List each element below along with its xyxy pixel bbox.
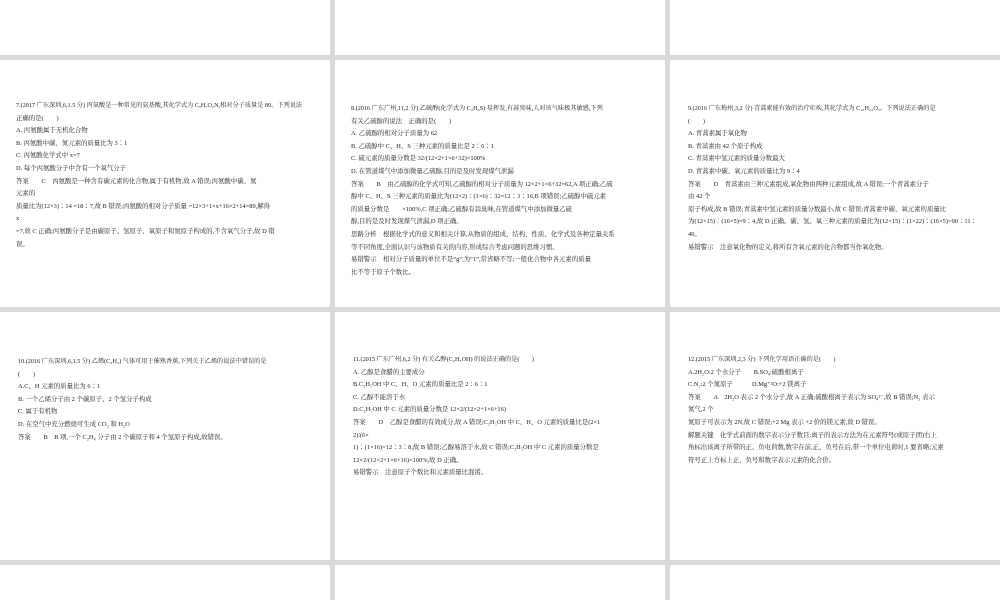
page-thumb-question-7[interactable] [0,60,330,307]
option-c: C. 乙醇不能溶于水 [353,393,406,401]
option-a: A. 乙硫醇的相对分子质量为 62 [351,130,438,138]
option-b: B. 一个乙烯分子由 2 个碳原子、2 个氢分子构成 [18,395,152,403]
page-content [0,312,330,560]
question-stem-cont: 有关乙硫醇的说法 正确的是( ) [351,117,452,125]
option-c: C. 属于有机物 [18,408,58,416]
answer-line: 质量比为(12×3)∶14 =18∶7,故 B 错误;丙氨酸的相对分子质量 =12×3+1×x+16×2+14=89,解得 [16,202,271,210]
key-line: 角标出该离子所带的正、负电荷数,数字在前,正、负号在后,带一个单位电荷时,1 要省略;元素 [688,444,944,452]
question-stem: 9.(2016 广东梅州,3,2 分) 青蒿素能有效的治疗疟疾,其化学式为 C₁₅H₂₂O₅。下列说法正确的是 [688,105,936,112]
option-a: A. 青蒿素属于氧化物 [688,130,747,138]
option-c: C. 硫元素的质量分数是 32/(12×2+1×6+32)×100% [351,155,486,163]
answer-line: 为(12×15)∶(16×5)=9∶4,故 D 正确。碳、氢、氧三种元素的质量比为(12×15)∶(1×22)∶(16×5)=90∶11∶ [688,218,977,226]
analysis-line: 思路分析 根据化学式的意义和相关计算,从物质的组成、结构、性质、化学式及各种定量关系 [351,230,615,238]
answer-line: 醇中 C、H、S 三种元素的质量比为(12×2)∶(1×6)∶32=12∶3∶16,B 项错误;乙硫醇中硫元素 [351,193,607,201]
page-thumb-bottom-left[interactable] [0,565,330,600]
answer-line: 原子构成,故 B 错误;青蒿素中氢元素的质量分数最小,故 C 错误;青蒿素中碳、氧元素的质量比 [688,205,947,213]
answer-line: 答案 D 乙醇是食醋的有效成分,故 A 错误;C₂H₅OH 中 C、H、O 元素的质量比是(2×1 [353,418,601,426]
option-c: C. 青蒿素中氢元素的质量分数最大 [688,155,785,163]
option-d: D. 青蒿素中碳、氧元素的质量比为 9∶4 [688,167,800,175]
option-a: A. 丙氨酸属于无机化合物 [16,127,88,135]
option-b: B. 丙氨酸中碳、氮元素的质量比为 3∶1 [16,139,128,147]
question-stem: 12.(2015 广东深圳,2,3 分) 下列化学用语正确的是( ) [688,356,836,363]
page-thumb-top-middle[interactable] [335,0,665,55]
page-thumb-top-right[interactable] [670,0,1000,55]
option-b: B.C₂H₅OH 中 C、H、O 元素的质量比是 2∶6∶1 [353,381,488,389]
options-ab: A.2H₂O:2 个水分子 B.SO₄:硫酸根离子 [688,368,804,376]
question-stem-cont: ( ) [688,117,706,125]
answer-line: 的质量分数是 ×100%,C 项正确;乙硫醇有蒜臭味,在管道煤气中添加微量乙硫 [351,205,573,213]
key-line: 符号正上方标上正、负号和数字表示元素的化合价。 [688,456,835,464]
option-d: D. 每个丙氨酸分子中含有一个氧气分子 [16,164,127,172]
answer-line: 答案 B B 项,一个 C₂H₄ 分子由 2 个碳原子和 4 个氢原子构成,故错误。 [18,433,227,441]
page-content [335,312,665,560]
answer-line: 误。 [16,240,29,248]
option-d: D.C₂H₅OH 中 C 元素的质量分数是 12×2/(12×2+1×6+16) [353,406,506,414]
page-thumb-question-8[interactable] [335,60,665,307]
question-stem: 8.(2016 广东广州,11,2 分) 乙硫醇(化学式为 C₂H₆S) 易挥发,有蒜臭味,人对该气味极其敏感,下列 [351,105,603,112]
answer-line: 醇,目的是及时发现煤气泄漏,D 项正确。 [351,218,463,226]
warning-line: 易错警示 注意氧化物的定义,将所有含氧元素的化合物都当作氧化物。 [688,243,888,251]
question-stem: 11.(2015 广东广州,6,2 分) 有关乙醇(C₂H₅OH) 的说法正确的是( ) [353,356,534,363]
question-stem: 10.(2016 广东深圳,6,1.5 分) 乙烯(C₂H₄) 气体可用于催熟香蕉,下列关于乙烯的说法中错误的是 [18,358,267,365]
option-b: B. 乙硫醇中 C、H、S 三种元素的质量比是 2∶6∶1 [351,142,494,150]
page-content [670,312,1000,560]
option-d: D. 在空气中充分燃烧可生成 CO₂ 和 H₂O [18,420,130,428]
page-thumb-question-11[interactable] [335,312,665,560]
option-d: D. 在管道煤气中添加微量乙硫醇,目的是及时发现煤气泄漏 [351,167,514,175]
answer-line: 元素的 [16,190,36,198]
page-thumb-question-10[interactable] [0,312,330,560]
answer-line: =7,故 C 正确;丙氨酸分子是由碳原子、氢原子、氧原子和氮原子构成的,不含氧气分子,故 D 错 [16,227,275,235]
option-a: A.C、H 元素的质量比为 6∶1 [18,383,101,391]
warning-line: 易错警示 注意原子个数比和元素质量比混淆。 [353,469,488,477]
warning-line: 比不等于原子个数比。 [351,268,415,276]
answer-line: x [16,215,20,223]
option-b: B. 青蒿素由 42 个原子构成 [688,142,763,150]
answer-line: 2)∶(6× [353,431,369,439]
answer-line: 40。 [688,230,701,238]
options-cd: C.N₂:2 个氮原子 D.Mg⁺²O:+2 镁离子 [688,381,807,389]
answer-line: 答案 B 由乙硫醇的化学式可知,乙硫醇的相对分子质量为 12×2+1×6+32=62,A 项正确;乙硫 [351,180,613,188]
question-stem: 7.(2017 广东深圳,6,1.5 分) 丙氨酸是一种常见的氨基酸,其化学式为 CₓH₇O₂N,相对分子质量是 89。下列说法 [16,102,303,109]
answer-line: 1)∶(1×16)=12∶3∶8,故 B 错误;乙醇易溶于水,故 C 错误;C₂H₅OH 中 C 元素的质量分数是 [353,444,599,452]
question-stem-cont: 正确的是( ) [16,114,59,122]
key-line: 解题关键 化学式前面的数字表示分子数目;离子的表示方法为在元素符号(或原子团)右上 [688,431,937,439]
page-thumb-question-9[interactable] [670,60,1000,307]
page-content [670,60,1000,307]
page-thumb-bottom-middle[interactable] [335,565,665,600]
question-stem-cont: ( ) [18,370,36,378]
answer-line: 答案 A 2H₂O 表示 2 个水分子,故 A 正确;硫酸根离子表示为 SO₄²⁻,故 B 错误;N₂ 表示 [688,393,935,401]
answer-line: 答案 C 丙氨酸是一种含有碳元素的化合物,属于有机物,故 A 错误;丙氨酸中碳、氮 [16,177,257,185]
page-thumb-top-left[interactable] [0,0,330,55]
page-thumb-question-12[interactable] [670,312,1000,560]
option-c: C. 丙氨酸化学式中 x=7 [16,152,80,160]
answer-line: 答案 D 青蒿素由三种元素组成,氧化物由两种元素组成,故 A 错误;一个青蒿素分子 [688,180,929,188]
answer-line: 氮气,2 个 [688,406,714,414]
page-thumb-bottom-right[interactable] [670,565,1000,600]
page-content [335,60,665,307]
answer-line: 氮原子可表示为 2N,故 C 错误;+2 Mg 表示 +2 价的镁元素,故 D 错误。 [688,418,881,426]
answer-line: 由 42 个 [688,193,711,201]
page-content [0,60,330,307]
answer-line: 12×2/(12×2+1×6+16)×100%,故 D 正确。 [353,456,463,464]
analysis-line: 等不同角度,全面认识与该物质有关的内容,形成综合考虑问题的思维习惯。 [351,243,559,251]
option-a: A. 乙醇是食醋的主要成分 [353,368,425,376]
warning-line: 易错警示 相对分子质量的单位不是“g”,为“1”,常省略不写;一般化合物中各元素的质量 [351,256,591,264]
